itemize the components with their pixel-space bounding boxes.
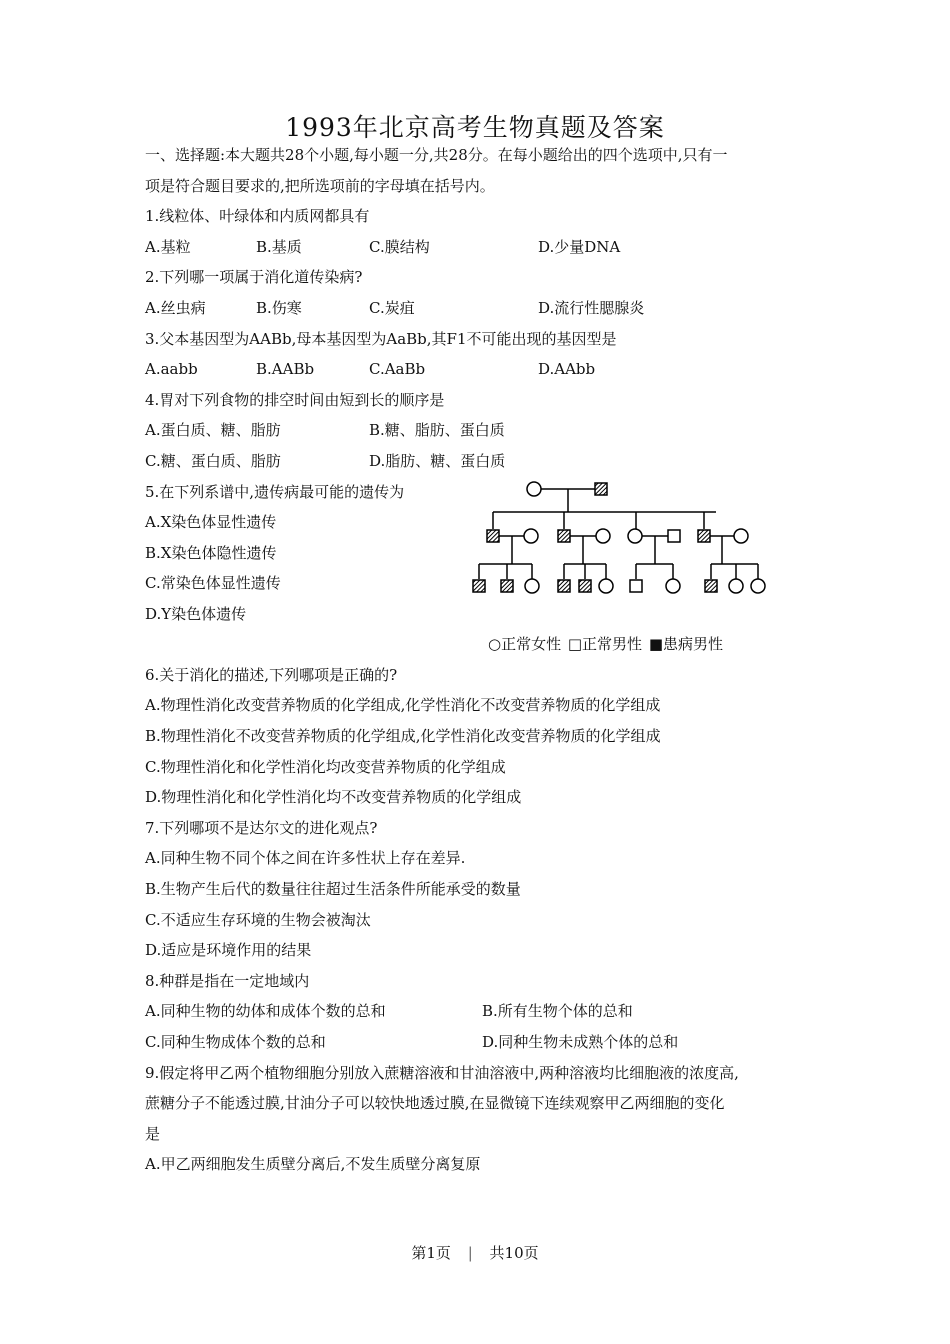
q4-option-d: D.脂肪、糖、蛋白质 — [369, 452, 506, 470]
q3-stem: 3.父本基因型为AABb,母本基因型为AaBb,其F1不可能出现的基因型是 — [145, 330, 617, 348]
page-total: 共10页 — [489, 1244, 539, 1262]
q1-option-d: D.少量DNA — [538, 238, 621, 256]
q7-stem: 7.下列哪项不是达尔文的进化观点? — [145, 819, 378, 837]
q6-option-d: D.物理性消化和化学性消化均不改变营养物质的化学组成 — [145, 788, 522, 806]
q5-option-a: A.X染色体显性遗传 — [145, 513, 277, 531]
q5-option-d: D.Y染色体遗传 — [145, 605, 247, 623]
q3-option-a: A.aabb — [145, 360, 198, 378]
q7-option-c: C.不适应生存环境的生物会被淘汰 — [145, 911, 371, 929]
q8-option-a: A.同种生物的幼体和成体个数的总和 — [145, 1002, 386, 1020]
q2-option-d: D.流行性腮腺炎 — [538, 299, 645, 317]
q1-stem: 1.线粒体、叶绿体和内质网都具有 — [145, 207, 370, 225]
page-footer — [0, 1242, 950, 1263]
page-number: 第1页 — [411, 1244, 451, 1262]
q6-option-c: C.物理性消化和化学性消化均改变营养物质的化学组成 — [145, 758, 506, 776]
q8-option-b: B.所有生物个体的总和 — [482, 1002, 633, 1020]
q6-option-b: B.物理性消化不改变营养物质的化学组成,化学性消化改变营养物质的化学组成 — [145, 727, 661, 745]
page-title: 1993年北京高考生物真题及答案 — [285, 113, 665, 142]
pedigree-legend — [488, 633, 725, 654]
q4-option-a: A.蛋白质、糖、脂肪 — [145, 421, 281, 439]
q2-stem: 2.下列哪一项属于消化道传染病? — [145, 268, 363, 286]
q5-option-c: C.常染色体显性遗传 — [145, 574, 281, 592]
footer-separator: | — [467, 1244, 473, 1262]
legend-normal-male: □正常男性 — [567, 635, 643, 653]
q7-option-a: A.同种生物不同个体之间在许多性状上存在差异. — [145, 849, 466, 867]
legend-normal-female: ○正常女性 — [488, 635, 562, 653]
section-intro-line-1: 一、选择题:本大题共28个小题,每小题一分,共28分。在每小题给出的四个选项中,只有一 — [145, 146, 728, 164]
q9-option-a: A.甲乙两细胞发生质壁分离后,不发生质壁分离复原 — [145, 1155, 481, 1173]
q1-option-c: C.膜结构 — [369, 238, 430, 256]
q2-option-a: A.丝虫病 — [145, 299, 206, 317]
q1-option-a: A.基粒 — [145, 238, 191, 256]
q3-option-b: B.AABb — [256, 360, 315, 378]
q7-option-d: D.适应是环境作用的结果 — [145, 941, 312, 959]
pedigree-chart — [460, 472, 780, 607]
q3-option-c: C.AaBb — [369, 360, 426, 378]
q7-option-b: B.生物产生后代的数量往往超过生活条件所能承受的数量 — [145, 880, 521, 898]
q9-stem-line-2: 蔗糖分子不能透过膜,甘油分子可以较快地透过膜,在显微镜下连续观察甲乙两细胞的变化 — [145, 1094, 725, 1112]
q2-option-b: B.伤寒 — [256, 299, 302, 317]
q9-stem-line-3: 是 — [145, 1125, 161, 1143]
legend-affected-male: ■患病男性 — [648, 635, 724, 653]
q1-option-b: B.基质 — [256, 238, 302, 256]
q6-option-a: A.物理性消化改变营养物质的化学组成,化学性消化不改变营养物质的化学组成 — [145, 696, 661, 714]
q2-option-c: C.炭疽 — [369, 299, 415, 317]
q3-option-d: D.AAbb — [538, 360, 596, 378]
q6-stem: 6.关于消化的描述,下列哪项是正确的? — [145, 666, 398, 684]
section-intro-line-2: 项是符合题目要求的,把所选项前的字母填在括号内。 — [145, 177, 495, 195]
q4-stem: 4.胃对下列食物的排空时间由短到长的顺序是 — [145, 391, 445, 409]
q4-option-b: B.糖、脂肪、蛋白质 — [369, 421, 505, 439]
q5-stem: 5.在下列系谱中,遗传病最可能的遗传为 — [145, 483, 405, 501]
q8-option-c: C.同种生物成体个数的总和 — [145, 1033, 326, 1051]
q4-option-c: C.糖、蛋白质、脂肪 — [145, 452, 281, 470]
q9-stem-line-1: 9.假定将甲乙两个植物细胞分别放入蔗糖溶液和甘油溶液中,两种溶液均比细胞液的浓度高, — [145, 1064, 739, 1082]
q8-option-d: D.同种生物未成熟个体的总和 — [482, 1033, 679, 1051]
q5-option-b: B.X染色体隐性遗传 — [145, 544, 277, 562]
q8-stem: 8.种群是指在一定地域内 — [145, 972, 310, 990]
